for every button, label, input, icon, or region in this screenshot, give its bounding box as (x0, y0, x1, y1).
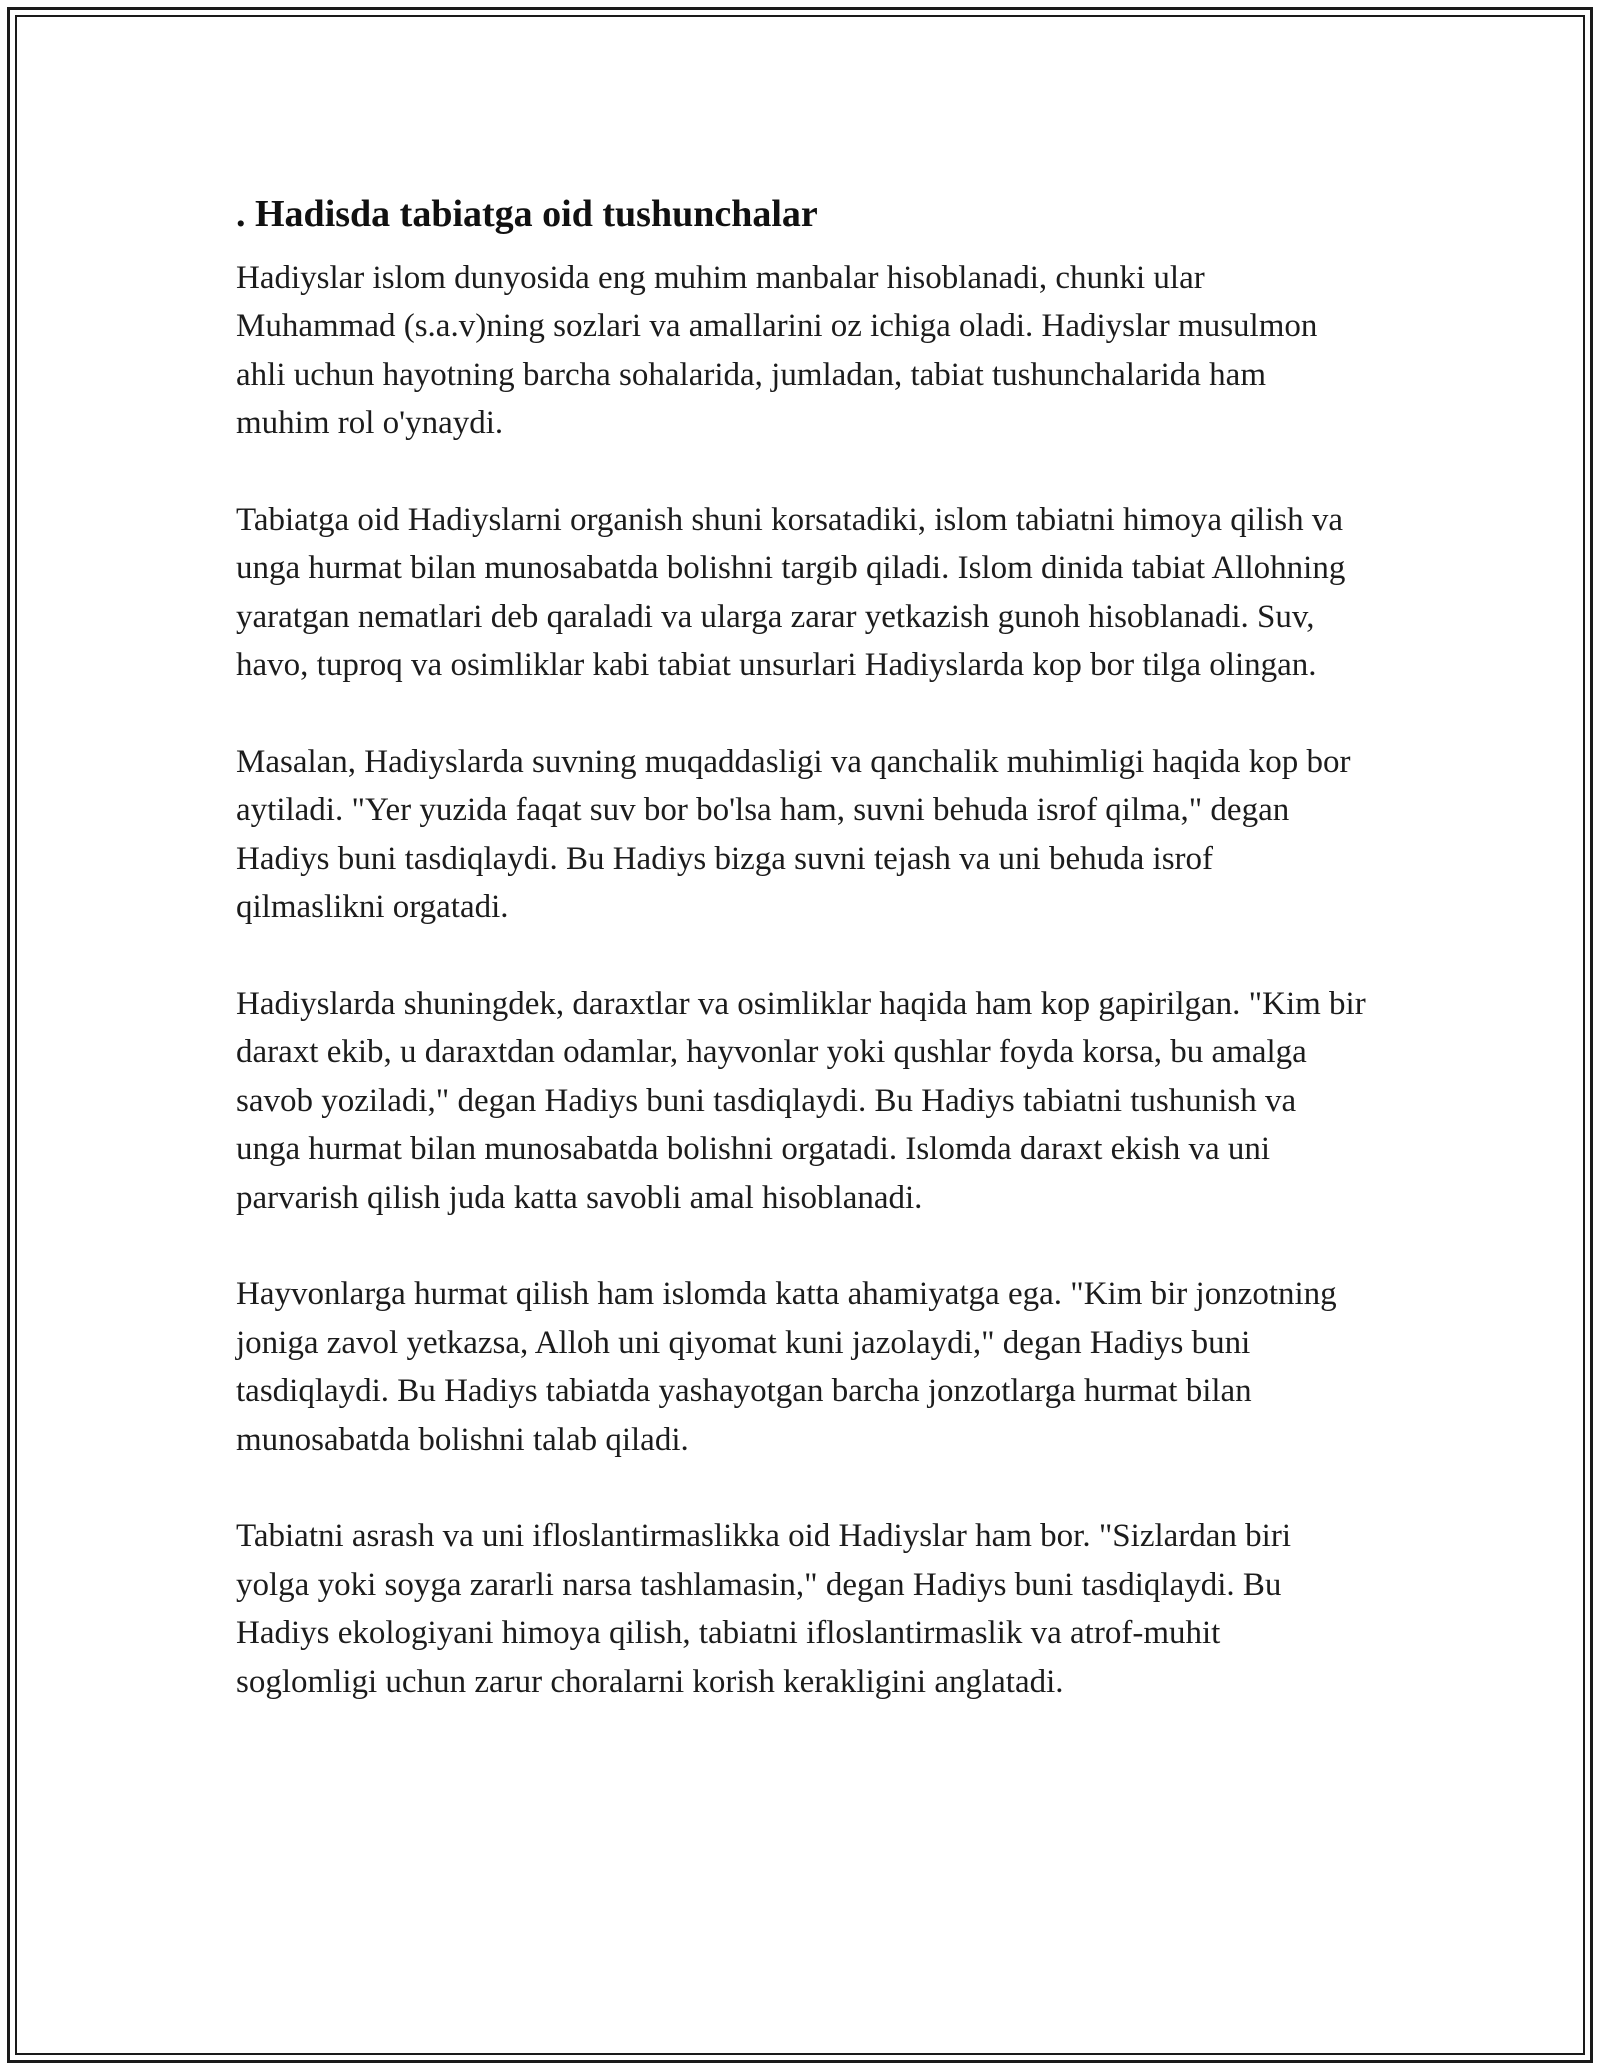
document-body (236, 186, 1366, 1755)
paragraph-animals: Hayvonlarga hurmat qilish ham islomda katta ahamiyatga ega. "Kim bir jonzotning joniga zavol yetkazsa, Alloh uni qiyomat kuni jazolaydi," degan Hadiys buni tasdiqlaydi. Bu Hadiys tabiatda yashayotgan barcha jonzotlarga hurmat bilan munosabatda bolishni talab qiladi. (236, 1276, 1337, 1458)
paragraph-nature-protection: Tabiatga oid Hadiyslarni organish shuni korsatadiki, islom tabiatni himoya qilish va unga hurmat bilan munosabatda bolishni targib qiladi. Islom dinida tabiat Allohning yaratgan nematlari deb qaraladi va ularga zarar yetkazish gunoh hisoblanadi. Suv, havo, tuproq va osimliklar kabi tabiat unsurlari Hadiyslarda kop bor tilga olingan. (236, 502, 1346, 684)
document-title: . Hadisda tabiatga oid tushunchalar (236, 193, 818, 235)
paragraph-intro: Hadiyslar islom dunyosida eng muhim manbalar hisoblanadi, chunki ular Muhammad (s.a.v)ning sozlari va amallarini oz ichiga oladi. Hadiyslar musulmon ahli uchun hayotning barcha sohalarida, jumladan, tabiat tushunchalarida ham muhim rol o'ynaydi. (236, 260, 1318, 442)
paragraph-pollution: Tabiatni asrash va uni ifloslantirmaslikka oid Hadiyslar ham bor. "Sizlardan biri yolga yoki soyga zararli narsa tashlamasin," degan Hadiys buni tasdiqlaydi. Bu Hadiys ekologiyani himoya qilish, tabiatni ifloslantirmaslik va atrof-muhit soglomligi uchun zarur choralarni korish kerakligini anglatadi. (236, 1518, 1292, 1700)
paragraph-water: Masalan, Hadiyslarda suvning muqaddasligi va qanchalik muhimligi haqida kop bor aytiladi. "Yer yuzida faqat suv bor bo'lsa ham, suvni behuda isrof qilma," degan Hadiys buni tasdiqlaydi. Bu Hadiys bizga suvni tejash va uni behuda isrof qilmaslikni orgatadi. (236, 744, 1351, 926)
paragraph-trees-plants: Hadiyslarda shuningdek, daraxtlar va osimliklar haqida ham kop gapirilgan. "Kim bir daraxt ekib, u daraxtdan odamlar, hayvonlar yoki qushlar foyda korsa, bu amalga savob yoziladi," degan Hadiys buni tasdiqlaydi. Bu Hadiys tabiatni tushunish va unga hurmat bilan munosabatda bolishni orgatadi. Islomda daraxt ekish va uni parvarish qilish juda katta savobli amal hisoblanadi. (236, 986, 1366, 1216)
